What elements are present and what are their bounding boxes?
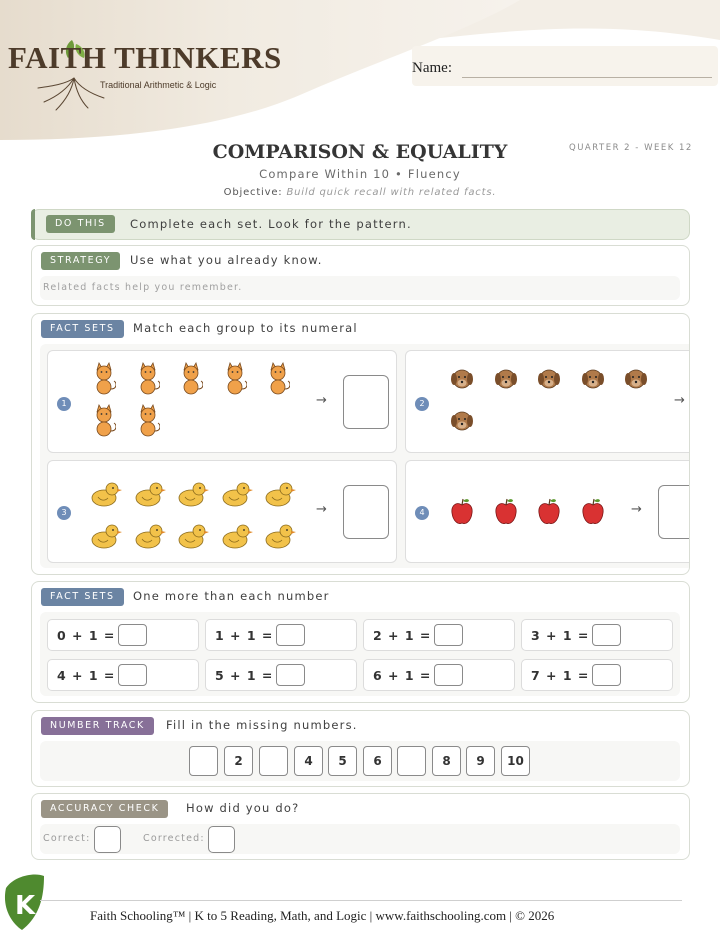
corrected-label: Corrected: (143, 833, 205, 844)
cat-icon (179, 361, 203, 395)
equation-card (47, 619, 199, 651)
equation-answer-box[interactable] (592, 624, 621, 646)
arrow-icon: → (316, 502, 327, 517)
brand-title: FAITH THINKERS (8, 40, 282, 75)
apple-icon (537, 497, 561, 525)
track-number: 10 (501, 746, 530, 776)
duck-icon (264, 479, 298, 507)
strategy-tag: STRATEGY (41, 252, 120, 270)
group-number-3: 3 (57, 506, 71, 520)
apple-icon (450, 497, 474, 525)
fact-sets-plus-one-tag: FACT SETS (41, 588, 124, 606)
arrow-icon: → (316, 393, 327, 408)
do-this-tag: DO THIS (46, 215, 115, 233)
equation-answer-box[interactable] (434, 624, 463, 646)
duck-icon (177, 479, 211, 507)
duck-icon (134, 521, 168, 549)
accuracy-question: How did you do? (186, 801, 300, 815)
answer-box-4[interactable] (658, 485, 690, 539)
name-label: Name: (412, 60, 452, 76)
equation-answer-box[interactable] (118, 664, 147, 686)
strategy-text: Use what you already know. (130, 253, 323, 267)
group-number-2: 2 (415, 397, 429, 411)
equation-text: 4 + 1 = (57, 668, 116, 683)
correct-label: Correct: (43, 833, 91, 844)
equation-text: 6 + 1 = (373, 668, 432, 683)
apple-icon (494, 497, 518, 525)
cat-icon (136, 361, 160, 395)
track-number: 2 (224, 746, 253, 776)
dog-icon (581, 365, 605, 391)
cat-icon (266, 361, 290, 395)
accuracy-card (31, 793, 690, 860)
duck-icon (134, 479, 168, 507)
equation-text: 0 + 1 = (57, 628, 116, 643)
track-number: 6 (363, 746, 392, 776)
equation-card (205, 619, 357, 651)
track-blank-box[interactable] (259, 746, 288, 776)
corrected-input-box[interactable] (208, 826, 235, 853)
cat-icon (223, 361, 247, 395)
equation-text: 5 + 1 = (215, 668, 274, 683)
track-number: 8 (432, 746, 461, 776)
do-this-card (31, 209, 690, 240)
track-blank-box[interactable] (189, 746, 218, 776)
track-blank-box[interactable] (397, 746, 426, 776)
dog-icon (494, 365, 518, 391)
equation-card (521, 659, 673, 691)
answer-box-1[interactable] (343, 375, 389, 429)
equation-card (363, 619, 515, 651)
duck-icon (177, 521, 211, 549)
duck-icon (264, 521, 298, 549)
equation-answer-box[interactable] (118, 624, 147, 646)
number-track-tag: NUMBER TRACK (41, 717, 154, 735)
fact-sets-plus-one-card (31, 581, 690, 703)
equation-card (363, 659, 515, 691)
objective-label: Objective: (223, 187, 283, 198)
quarter-week-label: QUARTER 2 - WEEK 12 (569, 143, 693, 153)
footer-text: Faith Schooling™ | K to 5 Reading, Math, and Logic | www.faithschooling.com | © 2026 (90, 908, 555, 923)
apple-icon (581, 497, 605, 525)
strategy-note-box (40, 276, 680, 300)
duck-icon (90, 521, 124, 549)
track-number: 5 (328, 746, 357, 776)
footer-divider (40, 900, 682, 901)
strategy-note: Related facts help you remember. (43, 282, 243, 293)
equation-card (521, 619, 673, 651)
correct-input-box[interactable] (94, 826, 121, 853)
equation-card (205, 659, 357, 691)
cat-icon (92, 361, 116, 395)
objective (0, 187, 720, 198)
equation-answer-box[interactable] (592, 664, 621, 686)
group-panel-1 (47, 350, 397, 453)
equation-answer-box[interactable] (434, 664, 463, 686)
group-number-1: 1 (57, 397, 71, 411)
equation-text: 1 + 1 = (215, 628, 274, 643)
k-badge-letter: K (15, 891, 36, 921)
brand-subtitle: Traditional Arithmetic & Logic (100, 80, 217, 90)
objective-text: Build quick recall with related facts. (286, 187, 497, 198)
group-panel-4 (405, 460, 690, 563)
name-input-line[interactable] (462, 77, 712, 78)
group-panel-3 (47, 460, 397, 563)
do-this-accent (31, 209, 35, 240)
equation-answer-box[interactable] (276, 624, 305, 646)
worksheet-subtitle: Compare Within 10 • Fluency (259, 167, 461, 181)
fact-sets-instructions: Match each group to its numeral (133, 321, 358, 335)
group-panel-2 (405, 350, 690, 453)
track-number: 4 (294, 746, 323, 776)
number-track-inset (40, 741, 680, 781)
equation-card (47, 659, 199, 691)
cat-icon (136, 403, 160, 437)
duck-icon (221, 521, 255, 549)
equation-answer-box[interactable] (276, 664, 305, 686)
dog-icon (624, 365, 648, 391)
group-number-4: 4 (415, 506, 429, 520)
duck-icon (221, 479, 255, 507)
dog-icon (450, 365, 474, 391)
accuracy-tag: ACCURACY CHECK (41, 800, 168, 818)
do-this-text: Complete each set. Look for the pattern. (130, 217, 412, 231)
arrow-icon: → (631, 502, 642, 517)
cat-icon (92, 403, 116, 437)
name-field-background (412, 46, 718, 86)
number-track-instructions: Fill in the missing numbers. (166, 718, 358, 732)
equation-text: 7 + 1 = (531, 668, 590, 683)
equation-text: 3 + 1 = (531, 628, 590, 643)
dog-icon (537, 365, 561, 391)
fact-sets-match-card (31, 313, 690, 575)
equation-text: 2 + 1 = (373, 628, 432, 643)
k-badge-icon (0, 870, 50, 932)
fact-sets-tag: FACT SETS (41, 320, 124, 338)
answer-box-3[interactable] (343, 485, 389, 539)
arrow-icon: → (674, 393, 685, 408)
duck-icon (90, 479, 124, 507)
dog-icon (450, 407, 474, 433)
number-track-card (31, 710, 690, 787)
track-number: 9 (466, 746, 495, 776)
accuracy-inset (40, 824, 680, 854)
worksheet-title: COMPARISON & EQUALITY (212, 141, 508, 163)
strategy-card (31, 245, 690, 306)
fact-sets-plus-one-instructions: One more than each number (133, 589, 330, 603)
